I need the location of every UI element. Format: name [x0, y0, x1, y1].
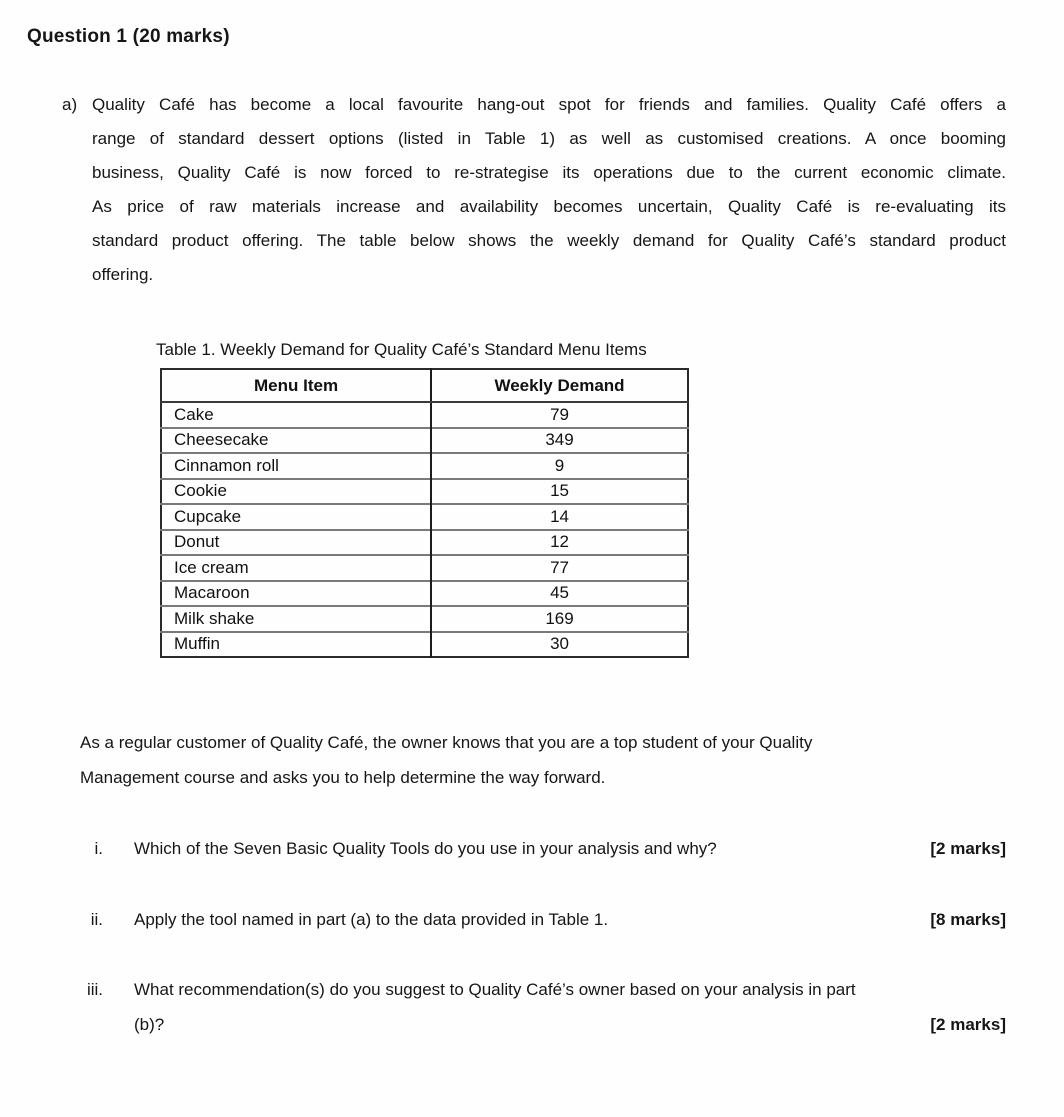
subquestion-ii-marks: [8 marks] [930, 910, 1006, 929]
subquestion-i-marks: [2 marks] [930, 839, 1006, 858]
table-row [161, 581, 688, 607]
subquestion-i-text: Which of the Seven Basic Quality Tools do you use in your analysis and why? [134, 839, 717, 858]
table-row [161, 402, 688, 428]
table-caption: Table 1. Weekly Demand for Quality Café’s Standard Menu Items [156, 340, 647, 359]
table-row [161, 530, 688, 556]
paragraph-line: range of standard dessert options (listed in Table 1) as well as customised creations. A once booming [92, 129, 1006, 148]
menu-item-cell: Donut [161, 530, 431, 556]
table-row [161, 606, 688, 632]
subquestion-iii-text-line2: (b)? [134, 1015, 165, 1034]
weekly-demand-cell: 169 [431, 606, 688, 632]
weekly-demand-cell: 45 [431, 581, 688, 607]
paragraph-line: As price of raw materials increase and availability becomes uncertain, Quality Café is re-evaluating its [92, 197, 1006, 216]
table-row [161, 555, 688, 581]
paragraph-line: business, Quality Café is now forced to re-strategise its operations due to the current economic climate. [92, 163, 1006, 182]
part-a-paragraph [62, 88, 1006, 292]
menu-item-cell: Macaroon [161, 581, 431, 607]
table-header-row [161, 369, 688, 402]
subquestion-ii-text: Apply the tool named in part (a) to the data provided in Table 1. [134, 910, 609, 929]
question-title: Question 1 (20 marks) [27, 26, 230, 47]
subquestion-i [60, 831, 1006, 866]
menu-item-cell: Cheesecake [161, 428, 431, 454]
paragraph-line: As a regular customer of Quality Café, the owner knows that you are a top student of your Quality [80, 733, 813, 752]
weekly-demand-cell: 30 [431, 632, 688, 658]
weekly-demand-cell: 77 [431, 555, 688, 581]
subquestion-iii-numeral: iii. [86, 980, 103, 999]
paragraph-line: offering. [92, 265, 154, 284]
subquestion-ii-numeral: ii. [90, 910, 103, 929]
weekly-demand-cell: 12 [431, 530, 688, 556]
subquestion-i-numeral: i. [94, 839, 103, 858]
paragraph-line: Quality Café has become a local favourite hang-out spot for friends and families. Quality Café offers a [92, 95, 1006, 114]
menu-item-cell: Milk shake [161, 606, 431, 632]
column-header-menu-item: Menu Item [161, 369, 431, 402]
paragraph-line: standard product offering. The table below shows the weekly demand for Quality Café’s standard product [92, 231, 1006, 250]
table-row [161, 453, 688, 479]
menu-item-cell: Cupcake [161, 504, 431, 530]
weekly-demand-cell: 349 [431, 428, 688, 454]
menu-item-cell: Cookie [161, 479, 431, 505]
followup-paragraph [80, 726, 1010, 795]
weekly-demand-cell: 9 [431, 453, 688, 479]
subquestion-ii [60, 902, 1006, 937]
menu-item-cell: Muffin [161, 632, 431, 658]
table-row [161, 632, 688, 658]
paragraph-line: Management course and asks you to help determine the way forward. [80, 767, 606, 787]
weekly-demand-cell: 15 [431, 479, 688, 505]
part-a-lines [92, 88, 1006, 292]
subquestion-iii-text: What recommendation(s) do you suggest to Quality Café’s owner based on your analysis in part [134, 980, 856, 999]
menu-item-cell: Cake [161, 402, 431, 428]
weekly-demand-cell: 14 [431, 504, 688, 530]
column-header-weekly-demand: Weekly Demand [431, 369, 688, 402]
table-row [161, 504, 688, 530]
part-a-marker: a) [62, 95, 78, 114]
menu-item-cell: Ice cream [161, 555, 431, 581]
subquestion-iii-marks: [2 marks] [930, 1015, 1006, 1034]
weekly-demand-table [160, 368, 689, 658]
weekly-demand-cell: 79 [431, 402, 688, 428]
table-row [161, 479, 688, 505]
menu-item-cell: Cinnamon roll [161, 453, 431, 479]
table-row [161, 428, 688, 454]
subquestion-iii [60, 972, 1006, 1042]
